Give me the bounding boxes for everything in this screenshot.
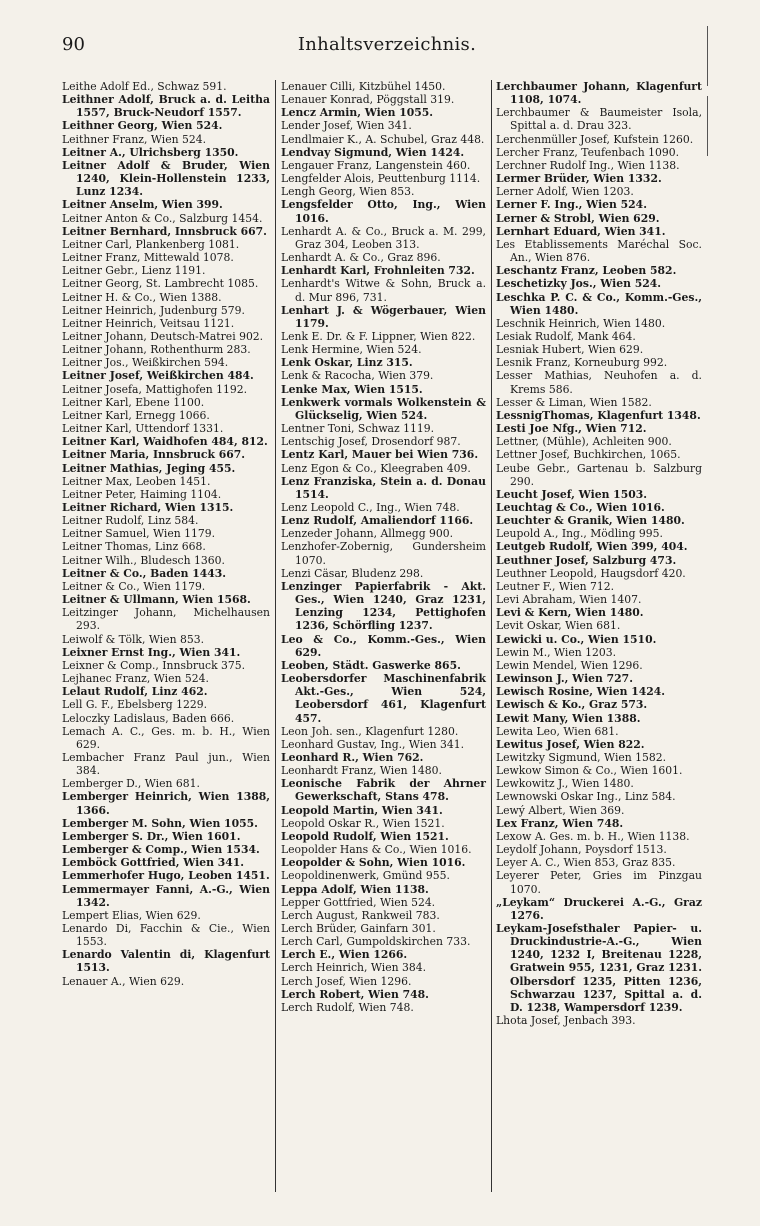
directory-entry: Lenauer A., Wien 629. — [62, 974, 185, 988]
directory-entry: Lhota Josef, Jenbach 393. — [496, 1014, 636, 1028]
directory-entry: Lengsfelder Otto, Ing., Wien 1016. — [281, 198, 486, 225]
directory-entry: Leitner Bernhard, Innsbruck 667. — [62, 224, 267, 238]
directory-entry: „Leykam“ Druckerei A.-G., Graz 1276. — [496, 895, 702, 922]
directory-entry: Leutgeb Rudolf, Wien 399, 404. — [496, 540, 688, 554]
directory-entry: Lenk Oskar, Linz 315. — [281, 356, 413, 370]
directory-entry: Lenz Rudolf, Amaliendorf 1166. — [281, 514, 474, 528]
page-number: 90 — [62, 34, 85, 55]
directory-entry: Leube Gebr., Gartenau b. Salzburg 290. — [496, 461, 702, 488]
directory-entry: Lelaut Rudolf, Linz 462. — [62, 685, 208, 699]
directory-entry: Lenkwerk vormals Wolkenstein & Glückselig, Wien 524. — [281, 395, 486, 422]
directory-entry: Leitner Gebr., Lienz 1191. — [62, 264, 206, 278]
column-divider — [275, 80, 276, 1192]
directory-entry: Leonhard R., Wien 762. — [281, 750, 424, 764]
directory-entry: Lenk E. Dr. & F. Lippner, Wien 822. — [281, 329, 476, 343]
directory-entry: Leiwolf & Tölk, Wien 853. — [62, 632, 204, 646]
directory-entry: Lejhanec Franz, Wien 524. — [62, 672, 209, 686]
directory-entry: Lerch Heinrich, Wien 384. — [281, 961, 427, 975]
directory-entry: Lerch August, Rankweil 783. — [281, 908, 440, 922]
directory-entry: Lerchenmüller Josef, Kufstein 1260. — [496, 132, 694, 146]
directory-entry: Lerner & Strobl, Wien 629. — [496, 211, 660, 225]
directory-entry: Lemböck Gottfried, Wien 341. — [62, 856, 245, 870]
directory-entry: Lenk & Racocha, Wien 379. — [281, 369, 434, 383]
directory-entry: Lemmermayer Fanni, A.-G., Wien 1342. — [62, 882, 270, 909]
directory-entry: Leopold Martin, Wien 341. — [281, 803, 443, 817]
directory-entry: Leitner Mathias, Jeging 455. — [62, 461, 236, 475]
directory-entry: Lepper Gottfried, Wien 524. — [281, 895, 436, 909]
directory-entry: Lernhart Eduard, Wien 341. — [496, 224, 666, 238]
directory-entry: Les Etablissements Maréchal Soc. An., Wien 876. — [496, 237, 702, 265]
directory-entry: Lenz Leopold C., Ing., Wien 748. — [281, 501, 460, 514]
directory-entry: Leitner & Co., Baden 1443. — [62, 566, 227, 580]
directory-entry: Lenardo Di, Facchin & Cie., Wien 1553. — [62, 922, 270, 949]
directory-entry: Leoben, Städt. Gaswerke 865. — [281, 658, 461, 672]
directory-entry: Lewicki u. Co., Wien 1510. — [496, 632, 657, 646]
directory-entry: Lerchbaumer Johann, Klagenfurt 1108, 1074. — [496, 80, 702, 107]
directory-entry: Lewin M., Wien 1203. — [496, 645, 617, 659]
directory-entry: Lerch Brüder, Gainfarn 301. — [281, 922, 436, 935]
directory-entry: Leitner Jos., Weißkirchen 594. — [62, 356, 229, 370]
directory-entry: Lexow A. Ges. m. b. H., Wien 1138. — [496, 829, 690, 843]
directory-entry: Levi & Kern, Wien 1480. — [496, 606, 644, 620]
directory-entry: Leitner Peter, Haiming 1104. — [62, 487, 222, 501]
directory-entry: Lemberger S. Dr., Wien 1601. — [62, 829, 241, 843]
directory-entry: Leitner & Ullmann, Wien 1568. — [62, 593, 251, 607]
directory-entry: Lewkow Simon & Co., Wien 1601. — [496, 764, 683, 778]
directory-entry: Lesniak Hubert, Wien 629. — [496, 343, 644, 357]
directory-entry: Leydolf Johann, Poysdorf 1513. — [496, 843, 667, 857]
directory-entry: Lettner, (Mühle), Achleiten 900. — [496, 435, 672, 449]
directory-entry: Leuchter & Granik, Wien 1480. — [496, 514, 685, 528]
directory-entry: Lerner Adolf, Wien 1203. — [496, 185, 634, 199]
directory-entry: Leitner Thomas, Linz 668. — [62, 540, 206, 554]
directory-entry: Lemberger M. Sohn, Wien 1055. — [62, 816, 258, 830]
directory-entry: Leitner Karl, Ebene 1100. — [62, 395, 205, 409]
directory-entry: Lemberger & Comp., Wien 1534. — [62, 843, 260, 857]
directory-entry: Lerch E., Wien 1266. — [281, 948, 408, 962]
directory-entry: Lenhardt A. & Co., Bruck a. M. 299, Graz 304, Leoben 313. — [281, 224, 486, 251]
directory-entry: Leschnik Heinrich, Wien 1480. — [496, 316, 666, 330]
directory-entry: Leitner H. & Co., Wien 1388. — [62, 290, 222, 304]
edge-mark — [707, 26, 708, 86]
directory-entry: Lenhart J. & Wögerbauer, Wien 1179. — [281, 303, 486, 330]
directory-entry: Lerch Josef, Wien 1296. — [281, 974, 412, 988]
directory-entry: Leon Joh. sen., Klagenfurt 1280. — [281, 724, 459, 738]
directory-entry: Lettner Josef, Buchkirchen, 1065. — [496, 448, 681, 462]
directory-entry: Leitner Adolf & Bruder, Wien 1240, Klein-Hollenstein 1233, Lunz 1234. — [62, 158, 270, 199]
directory-entry: Lenauer Konrad, Pöggstall 319. — [281, 93, 455, 107]
directory-entry: Lenzinger Papierfabrik - Akt. Ges., Wien 1240, Graz 1231, Lenzing 1234, Pettighofen 1236, Schörfling 1237. — [281, 579, 486, 633]
column-1 — [62, 80, 270, 988]
directory-entry: Lewisch & Ko., Graz 573. — [496, 698, 648, 712]
directory-entry: Leopoldinenwerk, Gmünd 955. — [281, 869, 450, 883]
directory-entry: Leobersdorfer Maschinenfabrik Akt.-Ges., Wien 524, Leobersdorf 461, Klagenfurt 457. — [281, 672, 486, 725]
directory-entry: Leitner Max, Leoben 1451. — [62, 474, 211, 488]
directory-entry: Leixner & Comp., Innsbruck 375. — [62, 658, 246, 672]
directory-entry: Lerner F. Ing., Wien 524. — [496, 198, 647, 212]
directory-entry: Leitner Heinrich, Veitsau 1121. — [62, 316, 235, 330]
directory-entry: Lenhardt's Witwe & Sohn, Bruck a. d. Mur 896, 731. — [281, 277, 486, 304]
directory-entry: Lenk Hermine, Wien 524. — [281, 343, 422, 357]
directory-entry: Leitner Johann, Rothenthurm 283. — [62, 343, 251, 357]
directory-entry: Lenz Franziska, Stein a. d. Donau 1514. — [281, 474, 486, 501]
directory-entry: Leyer A. C., Wien 853, Graz 835. — [496, 856, 676, 870]
directory-entry: Leitner Karl, Uttendorf 1331. — [62, 422, 224, 436]
directory-entry: Lesnik Franz, Korneuburg 992. — [496, 356, 668, 370]
directory-entry: Leyerer Peter, Gries im Pinzgau 1070. — [496, 869, 702, 896]
directory-entry: Lengfelder Alois, Peuttenburg 1114. — [281, 172, 481, 186]
column-2 — [281, 80, 486, 1014]
directory-entry: Leloczky Ladislaus, Baden 666. — [62, 711, 235, 725]
directory-entry: Leykam-Josefsthaler Papier- u. Druckindustrie-A.-G., Wien 1240, 1232 I, Breitenau 1228, Gratwein 955, 1231, Graz 1231. Olbersdorf 1235, Pitten 1236, Schwarzau 1237, Spittal a. d. D. 1238, Wampersdorf 1239. — [496, 922, 702, 1014]
directory-entry: Lesser Mathias, Neuhofen a. d. Krems 586. — [496, 369, 702, 396]
directory-entry: Lell G. F., Ebelsberg 1229. — [62, 698, 207, 712]
directory-entry: Lex Franz, Wien 748. — [496, 816, 624, 830]
directory-entry: Lenardo Valentin di, Klagenfurt 1513. — [62, 948, 270, 975]
directory-entry: Leitner Rudolf, Linz 584. — [62, 514, 199, 528]
directory-entry: Lewin Mendel, Wien 1296. — [496, 658, 643, 672]
edge-mark — [707, 96, 708, 156]
directory-entry: Leitner Anselm, Wien 399. — [62, 198, 223, 212]
directory-entry: Leschantz Franz, Leoben 582. — [496, 264, 677, 278]
directory-entry: Leppa Adolf, Wien 1138. — [281, 882, 429, 896]
directory-entry: Lempert Elias, Wien 629. — [62, 908, 201, 922]
directory-entry: Lenhardt Karl, Frohnleiten 732. — [281, 264, 475, 278]
directory-entry: Lenzi Cäsar, Bludenz 298. — [281, 566, 424, 580]
directory-entry: Leuchtag & Co., Wien 1016. — [496, 501, 665, 514]
directory-entry: Leitner Wilh., Bludesch 1360. — [62, 553, 225, 567]
directory-entry: Leitner Heinrich, Judenburg 579. — [62, 303, 245, 317]
directory-entry: Leonhardt Franz, Wien 1480. — [281, 764, 442, 778]
directory-entry: Levi Abraham, Wien 1407. — [496, 593, 642, 607]
directory-entry: Lembacher Franz Paul jun., Wien 384. — [62, 750, 270, 778]
directory-entry: Leopold Oskar R., Wien 1521. — [281, 816, 445, 830]
directory-entry: Lenz Egon & Co., Kleegraben 409. — [281, 461, 471, 475]
directory-entry: Leitner Johann, Deutsch-Matrei 902. — [62, 329, 264, 343]
directory-entry: Lengauer Franz, Langenstein 460. — [281, 158, 471, 172]
directory-entry: Levit Oskar, Wien 681. — [496, 619, 621, 633]
directory-entry: Leopolder & Sohn, Wien 1016. — [281, 856, 466, 870]
directory-entry: Lewitzky Sigmund, Wien 1582. — [496, 750, 667, 764]
directory-entry: Leschka P. C. & Co., Komm.-Ges., Wien 1480. — [496, 290, 702, 317]
directory-entry: Lerchner Rudolf Ing., Wien 1138. — [496, 158, 680, 172]
directory-entry: Leitner & Co., Wien 1179. — [62, 579, 206, 593]
directory-entry: Lender Josef, Wien 341. — [281, 119, 412, 133]
directory-entry: Lerch Rudolf, Wien 748. — [281, 1000, 414, 1014]
directory-entry: Lewisch Rosine, Wien 1424. — [496, 685, 666, 699]
directory-entry: Lewita Leo, Wien 681. — [496, 724, 619, 738]
directory-entry: Lenhardt A. & Co., Graz 896. — [281, 251, 441, 265]
directory-entry: Leonhard Gustav, Ing., Wien 341. — [281, 737, 465, 751]
directory-entry: Leutner F., Wien 712. — [496, 579, 615, 593]
directory-entry: Leitner Anton & Co., Salzburg 1454. — [62, 211, 263, 225]
directory-entry: Leo & Co., Komm.-Ges., Wien 629. — [281, 632, 486, 659]
directory-entry: Leitner Josef, Weißkirchen 484. — [62, 369, 254, 383]
directory-entry: Leitner Franz, Mittewald 1078. — [62, 251, 234, 265]
directory-entry: Leithner Adolf, Bruck a. d. Leitha 1557, Bruck-Neudorf 1557. — [62, 93, 270, 120]
directory-entry: Lenauer Cilli, Kitzbühel 1450. — [281, 80, 446, 93]
directory-entry: Leitner A., Ulrichsberg 1350. — [62, 145, 239, 159]
column-divider — [491, 80, 492, 1192]
directory-entry: Leupold A., Ing., Mödling 995. — [496, 527, 663, 541]
page-title: Inhaltsverzeichnis. — [297, 34, 477, 55]
directory-entry: Lerch Robert, Wien 748. — [281, 987, 429, 1001]
directory-entry: Lewnowski Oskar Ing., Linz 584. — [496, 790, 676, 804]
directory-entry: Leonische Fabrik der Ahrner Gewerkschaft, Stans 478. — [281, 777, 486, 804]
directory-entry: Lesiak Rudolf, Mank 464. — [496, 329, 636, 343]
directory-entry: Lentner Toni, Schwaz 1119. — [281, 422, 435, 436]
directory-entry: Lenke Max, Wien 1515. — [281, 382, 423, 396]
directory-entry: Leithner Franz, Wien 524. — [62, 132, 207, 146]
directory-entry: Lercher Franz, Teufenbach 1090. — [496, 145, 680, 159]
directory-entry: Lenzhofer-Zobernig, Gundersheim 1070. — [281, 540, 486, 567]
directory-entry: Leitner Karl, Ernegg 1066. — [62, 408, 210, 422]
column-3 — [496, 80, 702, 1027]
directory-entry: Lengh Georg, Wien 853. — [281, 185, 415, 199]
directory-entry: Lentschig Josef, Drosendorf 987. — [281, 435, 461, 449]
directory-entry: Lewkowitz J., Wien 1480. — [496, 777, 634, 791]
directory-entry: Leithner Georg, Wien 524. — [62, 119, 223, 133]
directory-entry: Leitzinger Johann, Michelhausen 293. — [62, 606, 270, 633]
directory-entry: Leuthner Leopold, Haugsdorf 420. — [496, 566, 686, 580]
directory-entry: Leithe Adolf Ed., Schwaz 591. — [62, 80, 227, 93]
directory-entry: Lendlmaier K., A. Schubel, Graz 448. — [281, 132, 485, 146]
directory-entry: Leitner Georg, St. Lambrecht 1085. — [62, 277, 259, 291]
directory-entry: Lesser & Liman, Wien 1582. — [496, 395, 652, 409]
directory-entry: Lemberger D., Wien 681. — [62, 777, 200, 791]
directory-entry: LessnigThomas, Klagenfurt 1348. — [496, 408, 701, 422]
directory-entry: Leucht Josef, Wien 1503. — [496, 487, 647, 501]
directory-entry: Lemmerhofer Hugo, Leoben 1451. — [62, 869, 270, 883]
directory-entry: Lewitus Josef, Wien 822. — [496, 737, 645, 751]
directory-entry: Lenzeder Johann, Allmegg 900. — [281, 527, 454, 541]
directory-entry: Leitner Josefa, Mattighofen 1192. — [62, 382, 248, 396]
directory-entry: Lewinson J., Wien 727. — [496, 672, 633, 686]
directory-entry: Lewit Many, Wien 1388. — [496, 711, 641, 725]
directory-entry: Lentz Karl, Mauer bei Wien 736. — [281, 448, 479, 462]
directory-entry: Lemach A. C., Ges. m. b. H., Wien 629. — [62, 724, 270, 751]
directory-entry: Leitner Maria, Innsbruck 667. — [62, 448, 245, 462]
directory-entry: Leitner Carl, Plankenberg 1081. — [62, 237, 240, 251]
directory-entry: Lerch Carl, Gumpoldskirchen 733. — [281, 935, 471, 949]
directory-entry: Leitner Richard, Wien 1315. — [62, 501, 234, 514]
directory-entry: Lewý Albert, Wien 369. — [496, 803, 625, 817]
directory-entry: Leschetizky Jos., Wien 524. — [496, 277, 662, 291]
directory-entry: Leuthner Josef, Salzburg 473. — [496, 553, 677, 567]
directory-entry: Lendvay Sigmund, Wien 1424. — [281, 145, 465, 159]
directory-entry: Lerchbaumer & Baumeister Isola, Spittal a. d. Drau 323. — [496, 106, 702, 133]
directory-entry: Lermer Brüder, Wien 1332. — [496, 172, 662, 186]
directory-entry: Leopold Rudolf, Wien 1521. — [281, 829, 449, 843]
directory-entry: Lemberger Heinrich, Wien 1388, 1366. — [62, 790, 270, 817]
directory-entry: Leixner Ernst Ing., Wien 341. — [62, 645, 241, 659]
directory-entry: Leitner Samuel, Wien 1179. — [62, 527, 216, 541]
directory-entry: Lesti Joe Nfg., Wien 712. — [496, 422, 647, 436]
directory-entry: Lencz Armin, Wien 1055. — [281, 106, 434, 120]
directory-entry: Leitner Karl, Waidhofen 484, 812. — [62, 435, 268, 449]
page-header — [62, 34, 712, 58]
directory-entry: Leopolder Hans & Co., Wien 1016. — [281, 843, 472, 857]
